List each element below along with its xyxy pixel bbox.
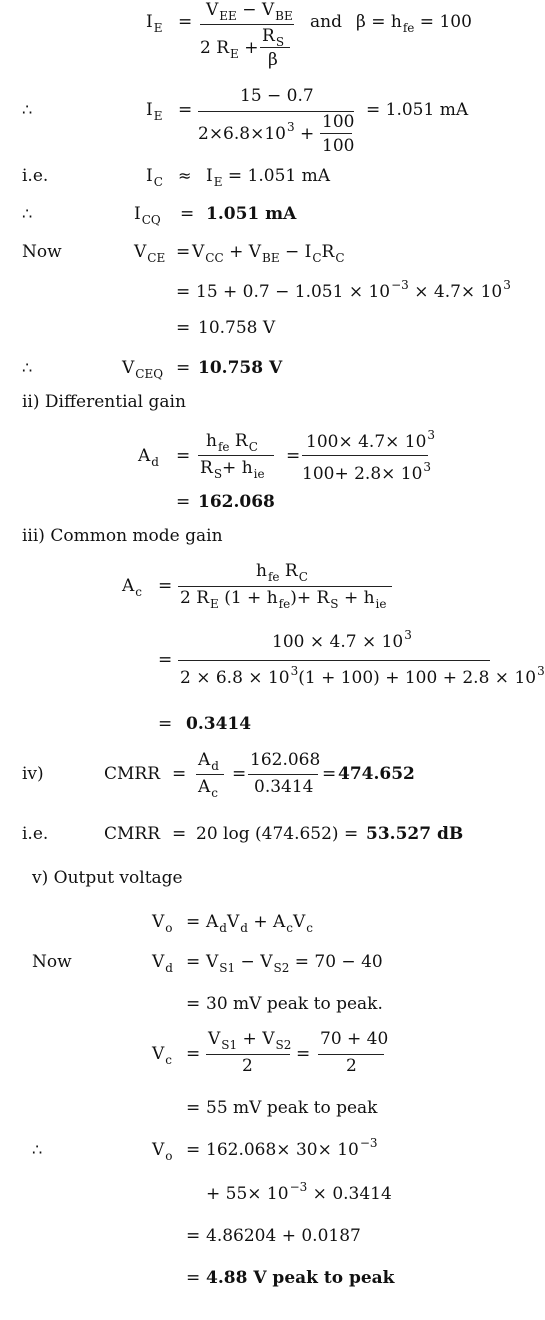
- cmrr-numerator-2: 162.068: [250, 750, 321, 770]
- equals-sign: =: [176, 446, 191, 466]
- cmrr-numerator: $A_d$: [198, 750, 219, 773]
- vo-lhs: $V_o$: [152, 912, 173, 935]
- vd-lhs: $V_d$: [152, 952, 173, 975]
- rs-term: $R_S$: [262, 26, 285, 49]
- therefore-symbol: ∴: [22, 358, 33, 377]
- vo-rhs: $A_dV_d + A_cV_c$: [206, 912, 314, 935]
- ie-label: i.e.: [22, 824, 49, 844]
- fraction-bar: [178, 660, 490, 661]
- cmrr-db-value: 53.527 dB: [366, 824, 464, 844]
- ac-value: 0.3414: [186, 714, 252, 734]
- now-label: Now: [32, 952, 72, 972]
- section-heading-differential-gain: ii) Differential gain: [22, 392, 186, 412]
- fraction-bar: [260, 47, 290, 48]
- therefore-symbol: ∴: [22, 204, 33, 223]
- vc-denominator: 2: [242, 1056, 253, 1076]
- icq-value: 1.051 mA: [206, 204, 297, 224]
- cmrr-lhs: CMRR: [104, 824, 161, 844]
- equals-sign: =: [176, 282, 191, 302]
- ic-lhs: $I_C$: [146, 166, 163, 189]
- section-heading-common-mode-gain: iii) Common mode gain: [22, 526, 223, 546]
- ie-numerator: 15 − 0.7: [240, 86, 314, 106]
- ac-step-denominator: $2 \times 6.8 \times 10^3(1 + 100) + 100 + 2.8 \times 10^3$: [180, 664, 545, 688]
- vce-lhs: $V_{CE}$: [134, 242, 166, 265]
- fraction-bar: [198, 455, 274, 456]
- vce-value: 10.758 V: [198, 318, 276, 338]
- cmrr-db-expr: 20 log (474.652) =: [196, 824, 359, 844]
- equals-sign: =: [158, 714, 173, 734]
- ad-denominator-2: $100+ 2.8\times 10^3$: [302, 460, 432, 484]
- equals-sign: =: [186, 1268, 201, 1288]
- vd-value: 30 mV peak to peak.: [206, 994, 383, 1014]
- equals-sign: =: [232, 764, 247, 784]
- equals-sign: =: [158, 576, 173, 596]
- vc-numerator-2: 70 + 40: [320, 1029, 389, 1049]
- beta-term: β: [268, 50, 278, 70]
- equals-sign: =: [176, 358, 191, 378]
- vceq-lhs: $V_{CEQ}$: [122, 358, 164, 381]
- equals-sign: =: [322, 764, 337, 784]
- vceq-value: 10.758 V: [198, 358, 283, 378]
- ac-denominator: 2 $R_E$ $(1 + h_{fe})+ R_S + h_{ie}$: [180, 588, 387, 611]
- cmrr-denominator-2: 0.3414: [254, 777, 314, 797]
- ac-numerator: $h_{fe}$ $R_C$: [256, 561, 308, 584]
- ad-lhs: $A_d$: [138, 446, 159, 469]
- vce-step-1-expr: $15 + 0.7 - 1.051 \times 10^{-3} \times 4.7\times 10^3$: [196, 278, 511, 302]
- equals-sign: =: [186, 1098, 201, 1118]
- ic-rhs: $I_E = 1.051$ mA: [206, 166, 331, 189]
- beta-def: $\beta = h_{fe} = 100$: [356, 12, 472, 35]
- section-heading-output-voltage: v) Output voltage: [32, 868, 183, 888]
- fraction-bar: [196, 774, 224, 775]
- equals-sign: =: [178, 100, 193, 120]
- equals-sign: =: [172, 764, 187, 784]
- equals-sign: =: [158, 650, 173, 670]
- equals-sign: =: [286, 446, 301, 466]
- cmrr-denominator: $A_c$: [198, 777, 219, 800]
- equals-sign: =: [176, 492, 191, 512]
- vc-denominator-2: 2: [346, 1056, 357, 1076]
- equals-sign: =: [180, 204, 195, 224]
- ie-result: = 1.051 mA: [366, 100, 469, 120]
- fraction-bar: [248, 774, 318, 775]
- ac-lhs: $A_c$: [122, 576, 143, 599]
- ac-step-numerator: $100 \times 4.7 \times 10^3$: [272, 628, 412, 652]
- now-label: Now: [22, 242, 62, 262]
- vo-lhs: $V_o$: [152, 1140, 173, 1163]
- ad-denominator: $R_S+ h_{ie}$: [200, 458, 265, 481]
- ad-numerator-2: $100\times 4.7\times 10^3$: [306, 428, 436, 452]
- vd-rhs: $V_{S1} - V_{S2} = 70 - 40$: [206, 952, 383, 975]
- equals-sign: =: [176, 318, 191, 338]
- ie-lhs: $I_E$: [146, 100, 163, 123]
- cmrr-lhs: CMRR: [104, 764, 161, 784]
- small-numerator: 100: [322, 112, 355, 132]
- fraction-bar: [178, 586, 392, 587]
- fraction-bar: [320, 133, 352, 134]
- and-text: and: [310, 12, 342, 32]
- equals-sign: =: [186, 1226, 201, 1246]
- equals-sign: =: [186, 994, 201, 1014]
- vce-rhs: $V_{CC} + V_{BE} - I_CR_C$: [192, 242, 345, 265]
- vc-value: 55 mV peak to peak: [206, 1098, 378, 1118]
- ie-lhs: $I_E$: [146, 12, 163, 35]
- equals-sign: =: [172, 824, 187, 844]
- equals-sign: =: [176, 242, 191, 262]
- equals-sign: =: [178, 12, 193, 32]
- vo-calc-2-expr: + $55\times 10^{-3} \times 0.3414$: [206, 1180, 392, 1204]
- fraction-bar: [206, 1054, 290, 1055]
- cmrr-value: 474.652: [338, 764, 415, 784]
- ad-numerator: $h_{fe}$ $R_C$: [206, 431, 258, 454]
- ie-denominator: $2\times 6.8\times 10^3$ +: [198, 120, 315, 144]
- therefore-symbol: ∴: [22, 100, 33, 119]
- vo-final-value: 4.88 V peak to peak: [206, 1268, 395, 1288]
- ie-numerator: $V_{EE} - V_{BE}$: [206, 0, 293, 23]
- approx-sign: ≈: [178, 166, 192, 185]
- small-denominator: 100: [322, 136, 355, 156]
- fraction-bar: [318, 1054, 384, 1055]
- icq-lhs: $I_{CQ}$: [134, 204, 161, 227]
- vc-numerator: $V_{S1} + V_{S2}$: [208, 1029, 292, 1052]
- equals-sign: =: [186, 1140, 201, 1160]
- vc-lhs: $V_c$: [152, 1044, 173, 1067]
- equals-sign: =: [296, 1044, 311, 1064]
- fraction-bar: [302, 455, 428, 456]
- ie-label: i.e.: [22, 166, 49, 186]
- equals-sign: =: [186, 912, 201, 932]
- vo-calc-expr: $162.068\times 30\times 10^{-3}$: [206, 1136, 378, 1160]
- ie-denominator: 2 $R_E$ +: [200, 38, 259, 61]
- equals-sign: =: [186, 1044, 201, 1064]
- vo-calc-3-value: 4.86204 + 0.0187: [206, 1226, 361, 1246]
- equals-sign: =: [186, 952, 201, 972]
- therefore-symbol: ∴: [32, 1140, 43, 1159]
- fraction-bar: [200, 24, 294, 25]
- iv-label: iv): [22, 764, 44, 784]
- ad-value: 162.068: [198, 492, 275, 512]
